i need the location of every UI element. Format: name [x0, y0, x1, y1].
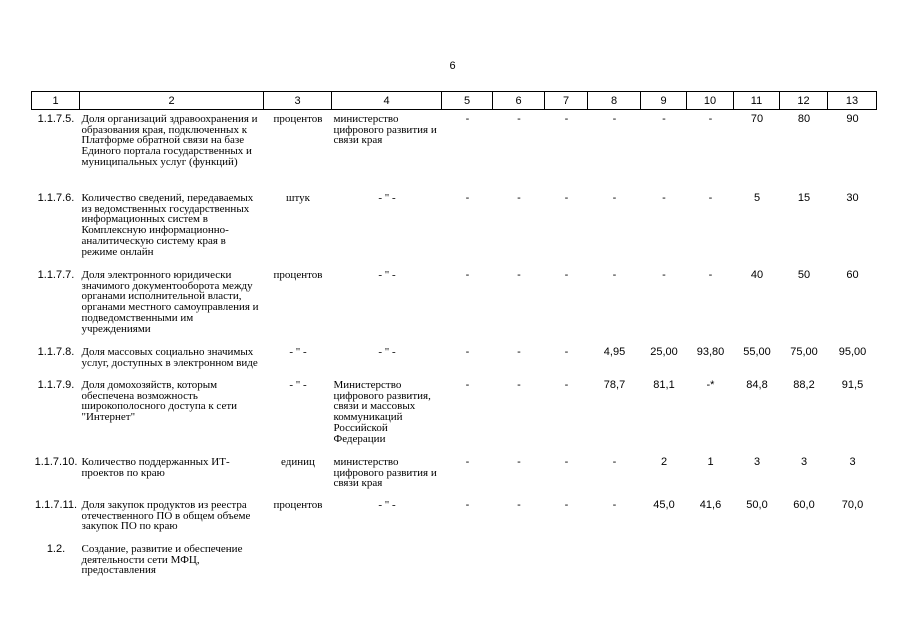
column-header: 5: [442, 92, 493, 110]
row-value: -: [564, 379, 569, 391]
row-value: 55,00: [743, 346, 771, 358]
row-value: 90: [846, 113, 859, 125]
row-value: -: [465, 113, 470, 125]
row-responsible: [332, 543, 442, 580]
column-header: 7: [545, 92, 588, 110]
column-header: 9: [641, 92, 687, 110]
row-responsible: - " -: [378, 499, 396, 511]
row-code: 1.1.7.5.: [37, 113, 75, 125]
row-value: -: [564, 269, 569, 281]
row-value: 50,0: [746, 499, 768, 511]
table-row: [32, 499, 877, 543]
row-name: Доля домохозяйств, которым обеспечена возможность широкополосного доступа к сети "Интернет": [81, 379, 238, 424]
row-value: -: [612, 269, 617, 281]
row-value: -: [708, 192, 713, 204]
row-responsible: - " -: [378, 192, 396, 204]
row-value: -: [465, 379, 470, 391]
row-value: 1: [707, 456, 714, 468]
row-value: [780, 543, 828, 580]
column-header: 4: [332, 92, 442, 110]
column-header: 13: [828, 92, 877, 110]
table-row: [32, 379, 877, 456]
row-unit: процентов: [273, 499, 323, 511]
row-value: -: [517, 456, 521, 468]
row-value: -: [708, 269, 713, 281]
table-row: [32, 346, 877, 379]
row-value: 3: [753, 456, 761, 468]
row-code: 1.2.: [46, 543, 66, 555]
header-row: [32, 92, 877, 110]
row-value: 95,00: [838, 346, 867, 358]
table-row: [32, 269, 877, 346]
row-name: Доля организаций здравоохранения и образования края, подключенных к Платформе обратной связи на базе Единого портала государственных и муниципальных услуг (функций): [81, 113, 258, 168]
row-value: -: [517, 346, 521, 358]
row-value: -: [564, 346, 569, 358]
row-value: -: [517, 499, 521, 511]
page-number: 6: [449, 60, 456, 72]
row-value: [641, 543, 687, 580]
row-value: 50: [797, 269, 811, 281]
row-value: 3: [800, 456, 808, 468]
row-value: 91,5: [841, 379, 864, 391]
column-header: 8: [588, 92, 641, 110]
column-header: 12: [780, 92, 828, 110]
row-value: 88,2: [793, 379, 815, 391]
row-responsible: министерство цифрового развития и связи края: [333, 456, 437, 490]
row-value: -: [612, 456, 617, 468]
row-responsible: Министерство цифрового развития, связи и массовых коммуникаций Российской Федерации: [333, 379, 431, 445]
row-value: -: [465, 499, 470, 511]
row-value: 80: [797, 113, 811, 125]
column-header: 10: [687, 92, 734, 110]
row-value: -: [465, 192, 470, 204]
indicators-table: [31, 91, 877, 580]
row-responsible: - " -: [378, 346, 396, 358]
row-code: 1.1.7.6.: [37, 192, 75, 204]
row-value: -: [662, 269, 666, 281]
row-value: [545, 543, 588, 580]
row-value: [687, 543, 734, 580]
row-value: -: [564, 456, 569, 468]
row-value: -: [708, 113, 713, 125]
row-value: -: [517, 113, 521, 125]
row-value: 60: [846, 269, 859, 281]
column-header: 1: [32, 92, 80, 110]
row-value: -: [517, 192, 521, 204]
row-value: 70: [750, 113, 764, 125]
row-value: 41,6: [699, 499, 722, 511]
row-value: -: [564, 192, 569, 204]
row-value: 81,1: [653, 379, 675, 391]
row-value: -: [662, 192, 666, 204]
row-unit: процентов: [273, 269, 323, 281]
row-value: -*: [706, 379, 715, 391]
row-name: Доля закупок продуктов из реестра отечественного ПО в общем объеме закупок ПО по краю: [81, 499, 251, 533]
row-name: Количество сведений, передаваемых из ведомственных государственных информационных систем в Комплексную информационно-аналитическую систему края в режиме онлайн: [81, 192, 254, 258]
column-header: 3: [264, 92, 332, 110]
column-header: 2: [80, 92, 264, 110]
row-value: -: [612, 499, 617, 511]
row-value: 15: [797, 192, 811, 204]
row-value: 70,0: [841, 499, 864, 511]
row-value: 25,00: [650, 346, 678, 358]
row-name: Доля электронного юридически значимого документооборота между органами исполнительной власти, органами местного самоуправления и подведомственными им учреждениями: [81, 269, 259, 335]
row-name: Доля массовых социально значимых услуг, доступных в электронном виде: [81, 346, 258, 369]
row-value: -: [517, 269, 521, 281]
row-unit: штук: [286, 192, 310, 204]
column-header: 6: [493, 92, 545, 110]
row-value: 78,7: [603, 379, 626, 391]
row-value: -: [517, 379, 521, 391]
row-value: 93,80: [696, 346, 725, 358]
row-value: -: [662, 113, 666, 125]
row-value: 2: [660, 456, 668, 468]
row-name: Количество поддержанных ИТ-проектов по краю: [81, 456, 230, 479]
table-row: [32, 192, 877, 269]
row-unit: процентов: [273, 113, 323, 125]
row-code: 1.1.7.7.: [37, 269, 75, 281]
row-value: 45,0: [653, 499, 675, 511]
row-value: 3: [849, 456, 856, 468]
row-value: -: [465, 346, 470, 358]
row-value: 30: [846, 192, 859, 204]
row-code: 1.1.7.8.: [37, 346, 75, 358]
row-value: [493, 543, 545, 580]
row-code: 1.1.7.10.: [34, 456, 78, 468]
row-value: -: [612, 192, 617, 204]
row-value: 5: [753, 192, 761, 204]
row-value: [588, 543, 641, 580]
row-value: [828, 543, 877, 580]
row-value: -: [465, 456, 470, 468]
row-value: 84,8: [746, 379, 768, 391]
row-value: -: [564, 113, 569, 125]
row-value: 75,00: [790, 346, 818, 358]
row-unit: - " -: [289, 379, 307, 391]
row-value: -: [465, 269, 470, 281]
row-value: 60,0: [793, 499, 815, 511]
row-value: -: [564, 499, 569, 511]
row-code: 1.1.7.9.: [37, 379, 75, 391]
row-value: [442, 543, 493, 580]
row-name: Создание, развитие и обеспечение деятельности сети МФЦ, предоставления: [81, 543, 243, 577]
table-row: [32, 456, 877, 499]
row-unit: [264, 543, 332, 580]
row-value: [734, 543, 780, 580]
row-unit: - " -: [289, 346, 307, 358]
row-code: 1.1.7.11.: [35, 499, 77, 511]
row-responsible: - " -: [378, 269, 396, 281]
row-value: -: [612, 113, 617, 125]
table-row: [32, 110, 877, 193]
row-value: 4,95: [603, 346, 626, 358]
row-value: 40: [750, 269, 764, 281]
row-responsible: министерство цифрового развития и связи края: [333, 113, 437, 147]
column-header: 11: [734, 92, 780, 110]
row-unit: единиц: [281, 456, 315, 468]
table-row: [32, 543, 877, 580]
